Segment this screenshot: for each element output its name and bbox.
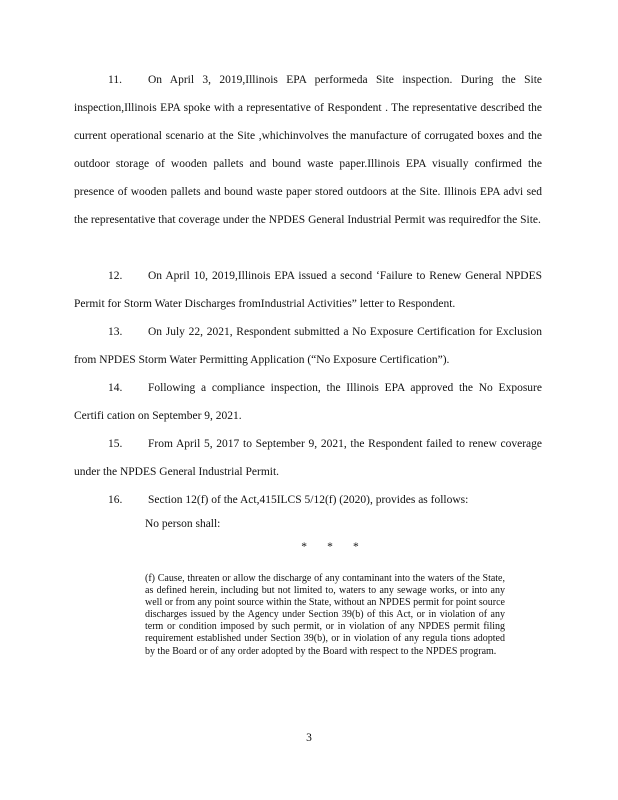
paragraph-14 xyxy=(74,374,542,430)
paragraph-number: 16. xyxy=(108,494,123,506)
paragraph-12 xyxy=(74,262,542,318)
paragraph-number: 12. xyxy=(108,270,123,282)
paragraph-number: 15. xyxy=(108,438,123,450)
paragraph-13 xyxy=(74,318,542,374)
paragraph-text: On July 22, 2021, Respondent submitted a No Exposure Certification for Exclusion from NPDES Storm Water Permitting Application (“No Exposure Certification”). xyxy=(74,326,542,366)
paragraph-text: Section 12(f) of the Act,415ILCS 5/12(f) (2020), provides as follows: xyxy=(148,494,469,506)
paragraph-number: 13. xyxy=(108,326,123,338)
section-omission-stars: * * * xyxy=(301,541,359,553)
paragraph-number: 11. xyxy=(108,74,122,86)
paragraph-15 xyxy=(74,430,542,486)
paragraph-number: 14. xyxy=(108,382,123,394)
statute-quote: (f) Cause, threaten or allow the discharge of any contaminant into the waters of the State, as defined herein, including but not limited to, waters to any sewage works, or into any well or from any point source within the State, without an NPDES permit for point source discharges issued by the Agency under Section 39(b) of this Act, or in violation of any term or condition imposed by such permit, or in violation of any NPDES permit filing requirement established under Section 39(b), or in violation of any regula tions adopted by the Board or of any order adopted by the Board with respect to the NPDES program. xyxy=(145,573,505,657)
paragraph-text: From April 5, 2017 to September 9, 2021, the Respondent failed to renew coverage under the NPDES General Industrial Permit. xyxy=(74,438,542,478)
paragraph-11 xyxy=(74,66,542,234)
paragraph-text: On April 3, 2019,Illinois EPA performeda Site inspection. During the Site inspection,Illinois EPA spoke with a representative of Respondent . The representative described the current operational scenario at the Site ,whichinvolves the manufacture of corrugated boxes and the outdoor storage of wooden pallets and bound waste paper.Illinois EPA visually confirmed the presence of wooden pallets and bound waste paper stored outdoors at the Site. Illinois EPA advi sed the representative that coverage under the NPDES General Industrial Permit was requiredfor the Site. xyxy=(74,74,542,226)
no-person-shall: No person shall: xyxy=(145,518,221,530)
page-number: 3 xyxy=(306,732,312,744)
paragraph-text: On April 10, 2019,Illinois EPA issued a second ‘Failure to Renew General NPDES Permit for Storm Water Discharges fromIndustrial Activities” letter to Respondent. xyxy=(74,270,542,310)
paragraph-text: Following a compliance inspection, the Illinois EPA approved the No Exposure Certifi cation on September 9, 2021. xyxy=(74,382,542,422)
